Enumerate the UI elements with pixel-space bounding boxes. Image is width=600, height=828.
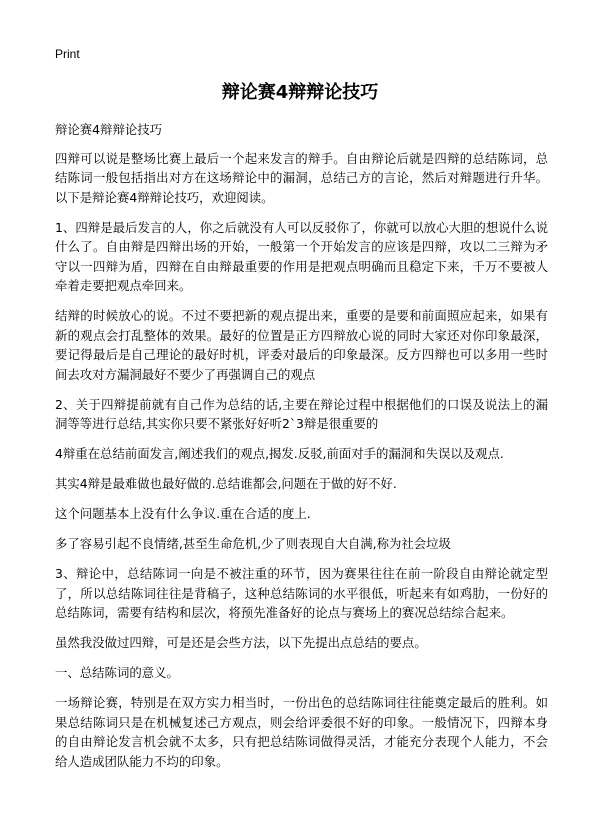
paragraph-method-intro: 虽然我没做过四辩，可是还是会些方法，以下先提出点总结的要点。 (55, 635, 427, 650)
print-link[interactable]: Print (55, 47, 80, 61)
paragraph-point-1: 1、四辩是最后发言的人，你之后就没有人可以反驳你了，你就可以放心大胆的想说什么说什么了。自由辩是四辩出场的开始，一般第一个开始发言的应该是四辩，攻以二三辩为矛守以一四辩为盾，四辩在自由辩最重要的作用是把观点明确而且稳定下来，千万不要被人牵着走要把观点牵回来。 (55, 219, 548, 293)
paragraph-difficulty: 其实4辩是最难做也最好做的.总结谁都会,问题在于做的好不好. (55, 476, 397, 491)
paragraph-intro: 四辩可以说是整场比赛上最后一个起来发言的辩手。自由辩论后就是四辩的总结陈词，总结陈词一般包括指出对方在这场辩论中的漏洞，总结己方的言论，然后对辩题进行升华。以下是辩论赛4辩辩论技巧，欢迎阅读。 (55, 150, 548, 205)
paragraph-meaning: 一场辩论赛，特别是在双方实力相当时，一份出色的总结陈词往往能奠定最后的胜利。如果总结陈词只是在机械复述己方观点，则会给评委很不好的印象。一般情况下，四辩本身的自由辩论发言机会就不太多，只有把总结陈词做得灵活，才能充分表现个人能力，不会给人造成团队能力不均的印象。 (55, 695, 548, 769)
article-body (55, 120, 548, 782)
paragraph-point-3: 3、辩论中，总结陈词一向是不被注重的环节，因为赛果往往在前一阶段自由辩论就定型了，所以总结陈词往往是背稿子，这种总结陈词的水平很低，听起来有如鸡肋，一份好的总结陈词，需要有结构和层次，将预先准备好的论点与赛场上的赛况总结综合起来。 (55, 566, 548, 620)
section-heading-meaning: 一、总结陈词的意义。 (55, 665, 179, 680)
article-subtitle: 辩论赛4辩辩论技巧 (55, 122, 163, 137)
paragraph-summary-focus: 4辩重在总结前面发言,阐述我们的观点,揭发.反驳,前面对手的漏洞和失误以及观点. (55, 446, 504, 461)
paragraph-closing-speech: 结辩的时候放心的说。不过不要把新的观点提出来，重要的是要和前面照应起来，如果有新的观点会打乱整体的效果。最好的位置是正方四辩放心说的同时大家还对你印象最深，要记得最后是自己理论的最好时机，评委对最后的印象最深。反方四辩也可以多用一些时间去攻对方漏洞最好不要少了再强调自己的观点 (55, 308, 548, 382)
paragraph-degree: 这个问题基本上没有什么争议.重在合适的度上. (55, 506, 311, 521)
page-title: 辩论赛4辩辩论技巧 (221, 82, 379, 103)
paragraph-point-2: 2、关于四辩提前就有自己作为总结的话,主要在辩论过程中根据他们的口误及说法上的漏洞等等进行总结,其实你只要不紧张好好听2`3辩是很重要的 (55, 396, 548, 431)
paragraph-emotion: 多了容易引起不良情绪,甚至生命危机,少了则表现自大自满,称为社会垃圾 (55, 536, 451, 551)
